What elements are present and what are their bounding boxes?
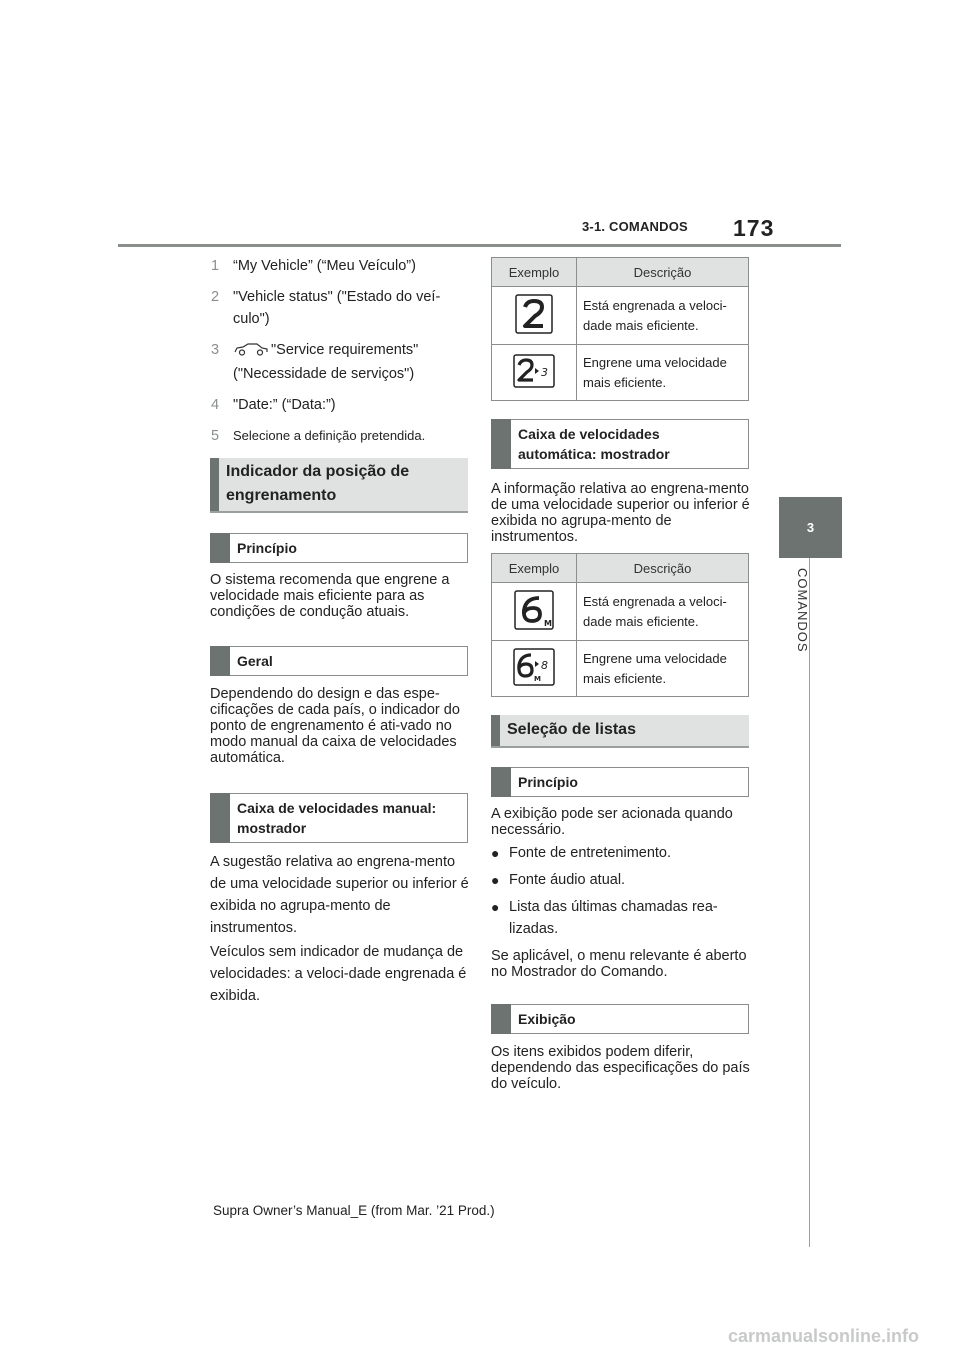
section-heading — [210, 458, 468, 513]
column-header: Exemplo — [492, 554, 577, 583]
column-header: Exemplo — [492, 258, 577, 287]
gear-2-icon — [515, 294, 553, 337]
gear-6-to-8-icon — [513, 648, 555, 689]
column-header: Descrição — [577, 258, 749, 287]
step-number: 5 — [211, 428, 220, 444]
paragraph: Veículos sem indicador de mudança de velocidades: a veloci-dade engrenada é exibida. — [210, 944, 467, 1004]
list-item — [491, 896, 753, 940]
watermark: carmanualsonline.info — [728, 1326, 920, 1346]
description-cell: Está engrenada a veloci-dade mais eficiente. — [577, 287, 749, 345]
list-item — [211, 286, 473, 330]
step-text: "Vehicle status" ("Estado do veí-culo") — [233, 289, 441, 327]
svg-text:M: M — [534, 675, 541, 683]
section-heading — [491, 715, 749, 748]
bullet-icon: ● — [491, 845, 500, 861]
chapter-tab — [779, 497, 842, 558]
subheading-principio — [210, 533, 468, 563]
paragraph: A informação relativa ao engrena-mento de uma velocidade superior ou inferior é exibida no agrupa-mento de instrumentos. — [491, 481, 750, 545]
step-number: 1 — [211, 258, 220, 274]
list-item — [211, 425, 473, 447]
paragraph: Dependendo do design e das espe-cificações de cada país, o indicador do ponto de engrenamento é ati-vado no modo manual da caixa de velocidades automática. — [210, 686, 460, 766]
gear-table-automatic — [491, 553, 749, 697]
table-row — [492, 583, 749, 641]
description-cell: Está engrenada a veloci-dade mais eficiente. — [577, 583, 749, 641]
bullet-list — [491, 842, 753, 945]
gear-cell — [492, 287, 577, 345]
list-item — [211, 339, 473, 385]
gear-table-manual — [491, 257, 749, 401]
list-item — [491, 842, 753, 864]
heading-text: Seleção de listas — [507, 721, 636, 738]
list-item — [211, 394, 473, 416]
description-cell: Engrene uma velocidade mais eficiente. — [577, 641, 749, 697]
table-row — [492, 345, 749, 401]
svg-text:3: 3 — [541, 366, 548, 379]
bullet-icon: ● — [491, 872, 500, 888]
footer-text: Supra Owner’s Manual_E (from Mar. ’21 Prod.) — [213, 1203, 495, 1218]
car-icon — [233, 341, 269, 363]
chapter-name: COMANDOS — [795, 568, 810, 653]
gear-cell — [492, 641, 577, 697]
bullet-text: Lista das últimas chamadas rea-lizadas. — [509, 899, 718, 937]
chapter-number: 3 — [806, 520, 815, 535]
subheading-text: Princípio — [237, 540, 297, 556]
step-text: "Date:” (“Data:”) — [233, 397, 336, 413]
subheading-principio-2 — [491, 767, 749, 797]
list-item — [491, 869, 753, 891]
subheading-manual — [210, 793, 468, 843]
steps-list — [211, 255, 473, 456]
svg-text:M: M — [544, 619, 552, 628]
paragraph: A exibição pode ser acionada quando necessário. — [491, 806, 733, 838]
subheading-text: Caixa de velocidades automática: mostrador — [518, 426, 670, 462]
heading-text: Indicador da posição de engrenamento — [226, 463, 410, 504]
step-number: 4 — [211, 397, 220, 413]
paragraph: A sugestão relativa ao engrena-mento de uma velocidade superior ou inferior é exibida no agrupa-mento de instrumentos. — [210, 854, 469, 936]
gear-cell — [492, 345, 577, 401]
paragraph: O sistema recomenda que engrene a velocidade mais eficiente para as condições de condução atuais. — [210, 572, 450, 620]
page-number: 173 — [733, 215, 775, 241]
step-text: Selecione a definição pretendida. — [233, 428, 426, 443]
bullet-text: Fonte áudio atual. — [509, 872, 626, 888]
paragraph: Se aplicável, o menu relevante é aberto no Mostrador do Comando. — [491, 948, 747, 980]
step-number: 3 — [211, 342, 220, 358]
bullet-text: Fonte de entretenimento. — [509, 845, 672, 861]
table-row — [492, 287, 749, 345]
subheading-automatica — [491, 419, 749, 469]
gear-2-to-3-icon — [513, 354, 555, 391]
table-row — [492, 641, 749, 697]
paragraph: Os itens exibidos podem diferir, dependendo das especificações do país do veículo. — [491, 1044, 750, 1092]
step-text: “My Vehicle” (“Meu Veículo”) — [233, 258, 416, 274]
subheading-text: Caixa de velocidades manual: mostrador — [237, 800, 437, 836]
step-text: "Service requirements" ("Necessidade de serviços") — [233, 342, 419, 382]
step-number: 2 — [211, 289, 220, 305]
section-label: 3-1. COMANDOS — [582, 219, 688, 234]
column-header: Descrição — [577, 554, 749, 583]
subheading-text: Princípio — [518, 774, 578, 790]
subheading-geral — [210, 646, 468, 676]
header-rule — [118, 244, 841, 247]
description-cell: Engrene uma velocidade mais eficiente. — [577, 345, 749, 401]
list-item — [211, 255, 473, 277]
subheading-text: Geral — [237, 653, 273, 669]
subheading-exibicao — [491, 1004, 749, 1034]
bullet-icon: ● — [491, 899, 500, 915]
gear-cell — [492, 583, 577, 641]
gear-6-manual-icon — [514, 590, 554, 633]
svg-text:8: 8 — [541, 659, 548, 672]
subheading-text: Exibição — [518, 1011, 576, 1027]
